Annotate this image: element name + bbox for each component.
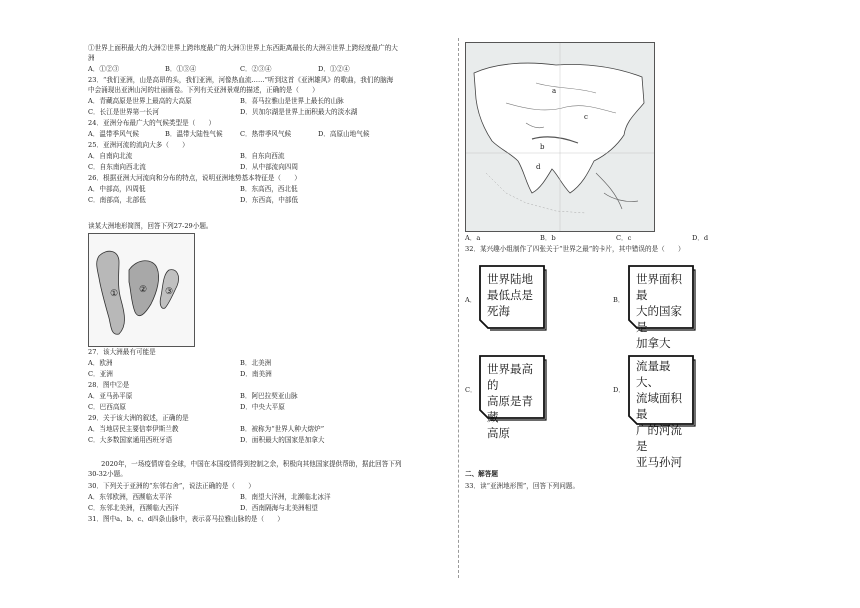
card-d-text: 流量最大、 流域面积最 广的河流是 亚马孙河 <box>636 359 682 469</box>
q33-stem: 33．读“亚洲地形图”，回答下列问题。 <box>465 482 580 490</box>
card-c[interactable] <box>478 354 548 440</box>
q28-choice-d[interactable]: D．中央大平原 <box>240 403 285 411</box>
q26-choice-a[interactable]: A．中部高，四周低 <box>88 185 146 193</box>
q23-stem-line2: 中会涌现出亚洲山河的壮丽画卷。下列有关亚洲景观的描述，正确的是（ ） <box>88 86 319 94</box>
q27-choice-c[interactable]: C．亚洲 <box>88 370 113 378</box>
q23-choice-b[interactable]: B．喜马拉雅山是世界上最长的山脉 <box>240 97 344 105</box>
group-30-32-intro-line2: 30-32小题。 <box>88 470 127 478</box>
q29-choice-c[interactable]: C．大多数国家通用西班牙语 <box>88 436 173 444</box>
asia-map-label-c: c <box>584 113 588 121</box>
q30-stem: 30．下列关于亚洲的“东邻右舍”，说法正确的是（ ） <box>88 482 255 490</box>
q30-choice-c[interactable]: C．东邻北美洲，西濒临大西洋 <box>88 504 179 512</box>
q24-choice-a[interactable]: A．温带季风气候 <box>88 130 139 138</box>
q22-options-line: ①世界上面积最大的大洲②世界上跨纬度最广的大洲③世界上东西距离最长的大洲④世界上跨经度最广的大 <box>88 44 398 52</box>
column-divider <box>458 38 459 578</box>
q28-choice-c[interactable]: C．巴西高原 <box>88 403 127 411</box>
q29-choice-a[interactable]: A．当地居民主要信奉伊斯兰教 <box>88 425 179 433</box>
q27-choice-a[interactable]: A．欧洲 <box>88 359 113 367</box>
q31-choice-d[interactable]: D．d <box>692 234 709 242</box>
card-b-text: 世界面积最 大的国家是 加拿大 <box>636 272 682 350</box>
group-30-32-intro-line1: 2020年，一场疫情席卷全球，中国在本国疫情得到控制之余，积极向其他国家提供帮助，据此回答下列 <box>88 460 402 468</box>
q27-choice-d[interactable]: D．南美洲 <box>240 370 272 378</box>
q24-choice-c[interactable]: C．热带季风气候 <box>240 130 292 138</box>
q32-option-b-label[interactable]: B． <box>613 296 625 304</box>
q31-choice-b[interactable]: B．b <box>540 234 556 242</box>
q22-options-cont: 洲 <box>88 54 95 62</box>
q23-stem-line1: 23．“我们亚洲，山是高昂的头，我们亚洲，河像热血流……”听到这首《亚洲雄风》的歌曲，我们的脑海 <box>88 76 394 84</box>
q25-choice-c[interactable]: C．自东南向西北流 <box>88 163 146 171</box>
group-27-29-intro: 读某大洲地形简图，回答下列27-29小题。 <box>88 222 213 230</box>
q30-choice-b[interactable]: B．南望大洋洲，北濒临北冰洋 <box>240 493 331 501</box>
card-d[interactable] <box>627 354 697 469</box>
card-a[interactable] <box>478 264 548 332</box>
q24-choice-d[interactable]: D．高原山地气候 <box>318 130 370 138</box>
q26-choice-d[interactable]: D．东西高，中部低 <box>240 196 299 204</box>
q31-choice-a[interactable]: A．a <box>465 234 481 242</box>
q30-choice-d[interactable]: D．西南隔海与北美洲相望 <box>240 504 318 512</box>
asia-map-label-b: b <box>540 143 545 151</box>
q28-choice-a[interactable]: A．亚马孙平原 <box>88 392 133 400</box>
q25-choice-b[interactable]: B．自东向西流 <box>240 152 285 160</box>
q32-option-a-label[interactable]: A． <box>465 296 477 304</box>
q22-choice-c[interactable]: C．②③④ <box>240 65 272 73</box>
q25-choice-d[interactable]: D．从中部流向四周 <box>240 163 299 171</box>
q29-choice-b[interactable]: B．被称为“世界人种大熔炉” <box>240 425 325 433</box>
q26-stem: 26．根据亚洲大河流向和分布的特点，说明亚洲地势基本特征是（ ） <box>88 174 301 182</box>
continent-terrain-map <box>88 233 195 347</box>
q22-choice-d[interactable]: D．①②④ <box>318 65 350 73</box>
q25-stem: 25．亚洲河流的流向大多（ ） <box>88 141 189 149</box>
q31-stem: 31．图中a、b、c、d四条山脉中，表示喜马拉雅山脉的是（ ） <box>88 515 284 523</box>
q30-choice-a[interactable]: A．东邻欧洲，西濒临太平洋 <box>88 493 172 501</box>
map-label-1: ① <box>110 289 119 299</box>
asia-map-label-a: a <box>552 87 557 95</box>
section-title-answer: 二、解答题 <box>465 470 498 478</box>
card-c-text: 世界最高的 高原是青藏 高原 <box>487 362 533 440</box>
q25-choice-a[interactable]: A．自南向北流 <box>88 152 133 160</box>
q32-option-c-label[interactable]: C． <box>465 386 477 394</box>
map-label-3: ③ <box>165 287 174 297</box>
q24-choice-b[interactable]: B．温带大陆性气候 <box>165 130 223 138</box>
q31-choice-c[interactable]: C．c <box>616 234 632 242</box>
asia-map-sketch <box>466 43 654 231</box>
q32-stem: 32．某兴趣小组制作了四张关于“世界之最”的卡片，其中错误的是（ ） <box>465 245 685 253</box>
q26-choice-b[interactable]: B．东高西，西北低 <box>240 185 298 193</box>
q32-option-d-label[interactable]: D． <box>613 386 625 394</box>
card-a-text: 世界陆地 最低点是 死海 <box>487 272 533 318</box>
q28-choice-b[interactable]: B．阿巴拉契亚山脉 <box>240 392 298 400</box>
q27-stem: 27．该大洲最有可能是 <box>88 348 156 356</box>
q23-choice-d[interactable]: D．贝加尔湖是世界上面积最大的淡水湖 <box>240 108 358 116</box>
q22-choice-a[interactable]: A．①②③ <box>88 65 120 73</box>
map-label-2: ② <box>139 285 148 295</box>
q26-choice-c[interactable]: C．南部高，北部低 <box>88 196 146 204</box>
q29-choice-d[interactable]: D．面积最大的国家是加拿大 <box>240 436 325 444</box>
q29-stem: 29．关于该大洲的叙述，正确的是 <box>88 414 189 422</box>
asia-map-label-d: d <box>536 163 541 171</box>
q24-stem: 24．亚洲分布最广大的气候类型是（ ） <box>88 119 216 127</box>
q27-choice-b[interactable]: B．北美洲 <box>240 359 272 367</box>
q22-choice-b[interactable]: B．①③④ <box>165 65 197 73</box>
q23-choice-a[interactable]: A．青藏高原是世界上最高的大高原 <box>88 97 192 105</box>
q28-stem: 28．图中②是 <box>88 381 130 389</box>
asia-terrain-map <box>465 42 655 232</box>
card-b[interactable] <box>627 264 697 350</box>
q23-choice-c[interactable]: C．长江是世界第一长河 <box>88 108 159 116</box>
